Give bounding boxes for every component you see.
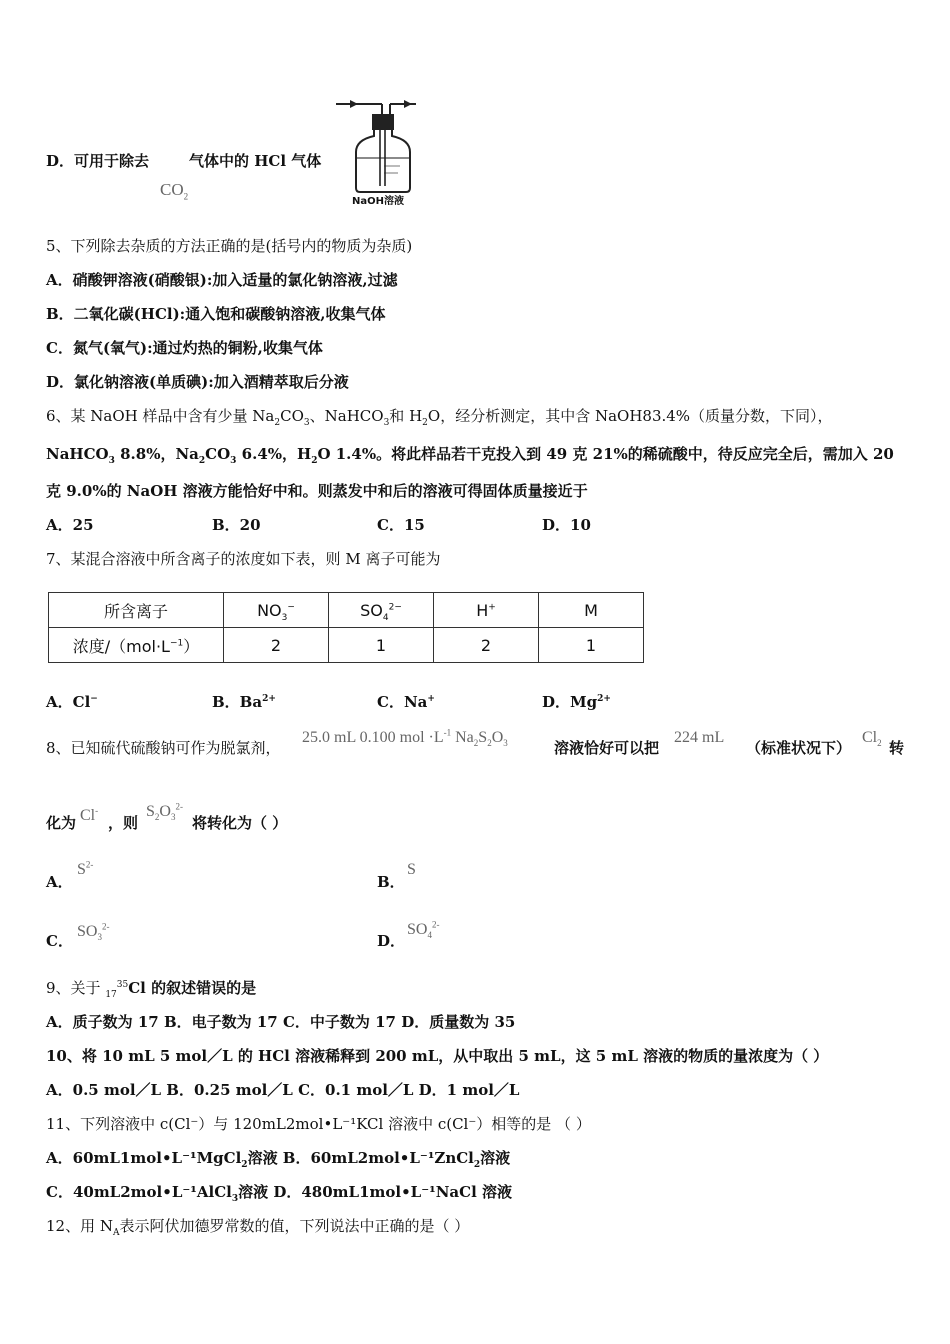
s: 2 <box>422 418 428 428</box>
value-m: 1 <box>539 628 644 663</box>
gas-sub: 2 <box>183 191 189 202</box>
t: Na <box>451 729 474 746</box>
q6-line-2 <box>46 444 894 464</box>
q7-option-c <box>377 692 435 712</box>
q7-option-a <box>46 692 98 712</box>
q6-option-a: A．25 <box>46 516 94 534</box>
ion-concentration-table <box>48 592 644 663</box>
s: 3 <box>281 612 288 623</box>
s: + <box>427 694 435 704</box>
q8-line-1a: 8、已知硫代硫酸钠可作为脱氯剂， <box>46 739 281 757</box>
q8-option-d-label: D． <box>377 932 406 950</box>
s: 3 <box>97 932 102 943</box>
t: A．Cl <box>46 693 91 711</box>
t: C．Na <box>377 693 428 711</box>
t: 6、某 NaOH 样品中含有少量 Na <box>46 407 275 425</box>
t: 9、关于 <box>46 979 106 997</box>
s: 3 <box>170 812 176 823</box>
t: 表示阿伏加德罗常数的值，下列说法中正确的是（ ） <box>119 1217 470 1235</box>
q8-option-a-label: A． <box>46 873 73 891</box>
s: 2 <box>241 1160 248 1170</box>
s: 3 <box>503 738 508 749</box>
s: 4 <box>382 612 389 623</box>
q9-stem <box>46 978 256 998</box>
s: 2- <box>431 919 440 930</box>
t: SO <box>407 921 428 938</box>
q11-stem: 11、下列溶液中 c(Cl⁻）与 120mL2mol•L⁻¹KCl 溶液中 c(Cl⁻）相等的是 （ ） <box>46 1115 591 1133</box>
t: 溶液 <box>480 1149 511 1167</box>
s: 2 <box>274 418 281 428</box>
q8-line-2c: 将转化为（ ） <box>192 814 288 832</box>
q8-option-c-label: C． <box>46 932 73 950</box>
q8-line-1c: （标准状况下） <box>746 739 852 757</box>
value-h: 2 <box>434 628 539 663</box>
s: 2+ <box>262 694 276 704</box>
q8-option-b-label: B． <box>377 873 405 891</box>
s: 17 <box>105 990 117 1000</box>
t: 12、用 N <box>46 1217 113 1235</box>
t: SO <box>360 600 383 620</box>
q7-option-b <box>212 692 276 712</box>
q8-line-2b: ，则 <box>108 814 139 832</box>
t: 溶液 D．480mL1mol•L⁻¹NaCl 溶液 <box>238 1183 512 1201</box>
q9-options: A．质子数为 17 B．电子数为 17 C．中子数为 17 D．质量数为 35 <box>46 1013 516 1031</box>
t: NO <box>257 600 282 620</box>
s: -1 <box>443 727 452 738</box>
s: 4 <box>427 930 432 941</box>
q7-option-d <box>542 692 611 712</box>
q6-option-b: B．20 <box>212 516 261 534</box>
t: 溶液 B．60mL2mol•L⁻¹ZnCl <box>247 1149 474 1167</box>
q8-s2o3-ion <box>146 802 183 822</box>
table-row <box>49 628 644 663</box>
s: + <box>488 602 496 613</box>
t: ） <box>183 636 200 656</box>
t: S <box>478 729 488 746</box>
q5-option-a: A．硝酸钾溶液(硝酸银):加入适量的氯化钠溶液,过滤 <box>46 271 398 289</box>
t: O <box>159 803 171 820</box>
t: SO <box>77 923 98 940</box>
t: A．60mL1mol•L⁻¹MgCl <box>46 1149 242 1167</box>
s: 2 <box>311 456 318 466</box>
q5-option-c: C．氮气(氧气):通过灼热的铜粉,收集气体 <box>46 339 323 357</box>
t: 8.8%，Na <box>114 445 199 463</box>
t: O 1.4%。将此样品若干克投入到 49 克 21%的稀硫酸中，待反应完全后，需加入 20 <box>317 445 894 463</box>
s: - <box>95 805 99 816</box>
t: C．40mL2mol•L⁻¹AlCl <box>46 1183 232 1201</box>
table-header-row <box>49 593 644 628</box>
q8-formula-2: 224 mL <box>674 729 725 746</box>
row-label <box>49 628 224 663</box>
q8-line-1d: 转 <box>889 739 905 757</box>
q4-d-label: D．可用于除去 <box>46 152 150 170</box>
t: H <box>476 600 489 620</box>
s: 2 <box>487 738 492 749</box>
s: A <box>112 1228 120 1238</box>
q8-line-2a: 化为 <box>46 814 77 832</box>
s: 3 <box>303 418 310 428</box>
q8-line-1b: 溶液恰好可以把 <box>554 739 660 757</box>
t: 、NaHCO <box>309 407 384 425</box>
t: 6.4%，H <box>236 445 312 463</box>
q11-options-1 <box>46 1148 510 1168</box>
q8-cl2 <box>862 728 882 748</box>
s: −1 <box>169 638 184 649</box>
s: 3 <box>108 456 115 466</box>
q6-option-d: D．10 <box>542 516 591 534</box>
q5-stem: 5、下列除去杂质的方法正确的是(括号内的物质为杂质) <box>46 237 413 255</box>
q8-option-a-value <box>77 860 93 880</box>
t: Cl <box>862 729 878 746</box>
t: Cl 的叙述错误的是 <box>128 979 257 997</box>
t: Cl <box>80 807 96 824</box>
s: 2- <box>101 921 110 932</box>
q4-option-d <box>46 151 321 171</box>
q4-d-text: 气体中的 HCl 气体 <box>189 152 322 170</box>
q8-option-b-value: S <box>407 861 416 878</box>
t: CO <box>205 445 231 463</box>
s: 2 <box>877 738 882 749</box>
s: 2- <box>85 859 94 870</box>
q7-stem: 7、某混合溶液中所含离子的浓度如下表，则 M 离子可能为 <box>46 550 441 568</box>
q6-line-1 <box>46 406 833 426</box>
q8-option-d-value <box>407 920 439 940</box>
header-so4 <box>329 593 434 628</box>
s: 3 <box>230 456 237 466</box>
t: B．Ba <box>212 693 263 711</box>
header-m: M <box>539 593 644 628</box>
gas-co: CO <box>160 180 184 199</box>
s: 2 <box>473 1160 481 1170</box>
s: 2 <box>154 812 160 823</box>
q5-option-d: D．氯化钠溶液(单质碘):加入酒精萃取后分液 <box>46 373 349 391</box>
s: 3 <box>383 418 390 428</box>
t: CO <box>280 407 304 425</box>
q4-d-gas-formula <box>160 180 188 200</box>
apparatus-label: NaOH溶液 <box>352 196 404 207</box>
s: 2- <box>175 801 183 812</box>
t: D．Mg <box>542 693 598 711</box>
s: 3 <box>231 1194 239 1204</box>
q6-line-3: 克 9.0%的 NaOH 溶液方能恰好中和。则蒸发中和后的溶液可得固体质量接近于 <box>46 482 588 500</box>
header-ion: 所含离子 <box>49 593 224 628</box>
q11-options-2 <box>46 1182 512 1202</box>
t: NaHCO <box>46 445 109 463</box>
s: − <box>90 694 98 704</box>
t: O <box>491 729 504 746</box>
t: O，经分析测定，其中含 NaOH83.4%（质量分数，下同）， <box>427 407 833 425</box>
s: 2 <box>198 456 206 466</box>
s: 35 <box>116 980 129 990</box>
t: S <box>77 861 86 878</box>
t: S <box>146 803 155 820</box>
q8-cl-ion <box>80 806 98 826</box>
s: 2+ <box>597 694 611 704</box>
header-no3 <box>224 593 329 628</box>
t: 25.0 mL 0.100 mol ·L <box>302 729 444 746</box>
q12-stem <box>46 1216 469 1236</box>
q6-option-c: C．15 <box>377 516 425 534</box>
s: − <box>287 602 295 613</box>
q10-options: A．0.5 mol／L B．0.25 mol／L C．0.1 mol／L D．1 mol／L <box>46 1081 520 1099</box>
value-no3: 2 <box>224 628 329 663</box>
q5-option-b: B．二氧化碳(HCl):通入饱和碳酸钠溶液,收集气体 <box>46 305 386 323</box>
header-h <box>434 593 539 628</box>
q8-option-c-value <box>77 922 109 942</box>
value-so4: 1 <box>329 628 434 663</box>
q8-formula-1 <box>302 728 508 748</box>
s: 2− <box>388 602 402 613</box>
t: 和 H <box>389 407 423 425</box>
s: 2 <box>473 738 479 749</box>
q10-stem: 10、将 10 mL 5 mol／L 的 HCl 溶液稀释到 200 mL，从中取出 5 mL，这 5 mL 溶液的物质的量浓度为（ ） <box>46 1047 829 1065</box>
t: 浓度/（mol·L <box>72 636 170 656</box>
